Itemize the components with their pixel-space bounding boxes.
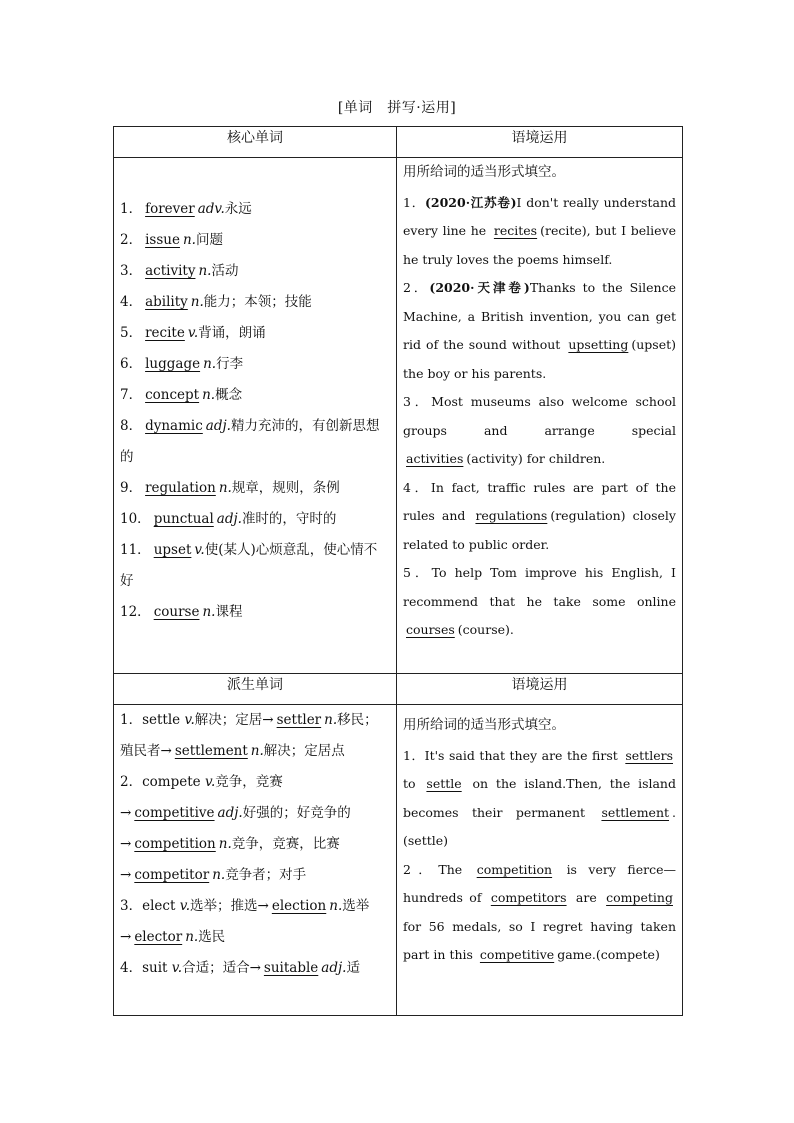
- word-meaning: 准时的，守时的: [241, 511, 337, 527]
- answer-word: suitable: [263, 960, 319, 976]
- part-of-speech: adv.: [197, 201, 225, 217]
- derived-context-cell: [397, 705, 683, 1016]
- answer-blank: competing: [606, 890, 673, 905]
- word-meaning: 选举；推选→: [190, 898, 269, 914]
- answer-word: concept: [145, 387, 200, 403]
- answer-blank: recites: [493, 223, 538, 238]
- core-word-item: [120, 318, 390, 349]
- part-of-speech: n.: [190, 294, 204, 310]
- derived-word-item: [120, 953, 390, 984]
- answer-word: regulation: [145, 480, 216, 496]
- derived-words-header: 派生单词: [114, 674, 397, 705]
- word-meaning: 解决；定居点: [263, 743, 345, 759]
- part-of-speech: n.: [182, 232, 196, 248]
- core-question-5: 5．To help Tom improve his English, I recommend that he take some online courses (course).: [403, 565, 676, 637]
- core-word-item: [120, 287, 390, 318]
- derived-header-row: [114, 674, 683, 705]
- answer-word: election: [271, 898, 327, 914]
- part-of-speech: adj.: [217, 805, 243, 821]
- core-question-1: 1．(2020·江苏卷)I don't really understand every line he recites (recite), but I believe he truly loves the poems himself.: [403, 194, 676, 267]
- item-number: 12．: [120, 604, 151, 620]
- core-word-item: [120, 194, 390, 225]
- core-words-cell: [114, 158, 397, 674]
- core-word-item: [120, 256, 390, 287]
- word-meaning: 选举→: [120, 898, 370, 945]
- item-number: 6．: [120, 356, 143, 372]
- item-number: 1．: [120, 201, 143, 217]
- core-context-cell: [397, 158, 683, 674]
- item-number: 5．: [120, 325, 143, 341]
- core-question-4: 4．In fact, traffic rules are part of the rules and regulations (regulation) closely related to public order.: [403, 479, 676, 552]
- answer-word: upset: [153, 542, 192, 558]
- item-number: 4．: [120, 294, 143, 310]
- core-question-2: 2．(2020·天津卷)Thanks to the Silence Machine, a British invention, you can get rid of the sound without upsetting (upset) the boy or his parents.: [403, 280, 676, 381]
- part-of-speech: n.: [329, 898, 343, 914]
- word-meaning: 好强的；好竞争的→: [120, 805, 351, 852]
- part-of-speech: n.: [185, 929, 199, 945]
- part-of-speech: n.: [202, 387, 216, 403]
- part-of-speech: v.: [204, 774, 216, 790]
- answer-blank: competitive: [479, 947, 555, 962]
- item-number: 11．: [120, 542, 151, 558]
- part-of-speech: n.: [203, 356, 217, 372]
- answer-word: course: [153, 604, 200, 620]
- part-of-speech: n.: [250, 743, 264, 759]
- word-meaning: 合适；适合→: [182, 960, 261, 976]
- item-number: 4．: [120, 960, 143, 976]
- answer-word: elector: [134, 929, 183, 945]
- answer-blank: competitors: [490, 890, 567, 905]
- page-title: [单词 拼写·运用]: [337, 100, 457, 116]
- word-meaning: 竞争，竞赛，比赛→: [120, 836, 340, 883]
- answer-blank: settle: [426, 776, 462, 791]
- word-meaning: 规章，规则，条例: [231, 480, 340, 496]
- item-number: 1．: [120, 712, 143, 728]
- derived-word-item: [120, 767, 390, 891]
- derived-word-item: [120, 891, 390, 953]
- answer-blank: activities: [406, 451, 464, 466]
- word-meaning: 竞争，竞赛→: [120, 774, 283, 821]
- core-header-row: [114, 127, 683, 158]
- derived-instruction: 用所给词的适当形式填空。: [403, 717, 565, 733]
- item-number: 3．: [120, 263, 143, 279]
- word-meaning: 概念: [215, 387, 243, 403]
- word-meaning: 活动: [211, 263, 239, 279]
- item-number: 3．: [120, 898, 143, 914]
- word-meaning: 课程: [215, 604, 243, 620]
- answer-word: settlement: [174, 743, 248, 759]
- word-meaning: 竞争者；对手: [225, 867, 307, 883]
- answer-word: luggage: [145, 356, 201, 372]
- part-of-speech: v.: [179, 898, 191, 914]
- part-of-speech: n.: [202, 604, 216, 620]
- word-meaning: 永远: [224, 201, 252, 217]
- part-of-speech: v.: [184, 712, 195, 728]
- answer-blank: settlement: [601, 804, 670, 820]
- item-number: 2．: [120, 232, 143, 248]
- word-meaning: 移民；殖民者→: [120, 712, 378, 759]
- answer-blank: courses: [406, 622, 455, 637]
- answer-word: dynamic: [145, 418, 203, 434]
- derived-question-2: 2．The competition is very fierce—hundreds of competitors are competing for 56 medals, so I regret having taken part in this competitive game.(compete): [403, 861, 676, 962]
- core-word-item: [120, 504, 390, 535]
- derived-word-list: [120, 705, 390, 984]
- core-question-3: 3．Most museums also welcome school groups and arrange special activities (activity) for children.: [403, 394, 677, 466]
- answer-word: issue: [145, 232, 180, 248]
- word-meaning: 解决；定居→: [194, 712, 274, 728]
- core-word-item: [120, 597, 390, 628]
- base-word: compete: [142, 774, 201, 790]
- word-meaning: 能力；本领；技能: [203, 294, 312, 310]
- answer-blank: competition: [476, 861, 553, 877]
- part-of-speech: n.: [218, 836, 232, 852]
- word-meaning: 选民: [198, 929, 226, 945]
- word-meaning: 行李: [216, 356, 244, 372]
- answer-word: activity: [145, 263, 196, 279]
- core-word-item: [120, 411, 390, 473]
- word-meaning: 问题: [195, 232, 223, 248]
- answer-word: ability: [145, 294, 188, 310]
- core-word-item: [120, 535, 390, 597]
- item-number: 2．: [120, 774, 143, 790]
- part-of-speech: v.: [194, 542, 205, 558]
- answer-word: punctual: [153, 511, 214, 527]
- item-number: 10．: [120, 511, 151, 527]
- word-meaning: 精力充沛的，有创新思想的: [120, 418, 380, 465]
- answer-word: competitive: [134, 805, 215, 821]
- vocabulary-table: [113, 126, 683, 1016]
- part-of-speech: n.: [218, 480, 232, 496]
- answer-blank: regulations: [475, 508, 548, 523]
- core-word-item: [120, 225, 390, 256]
- part-of-speech: v.: [187, 325, 199, 341]
- word-meaning: 适: [346, 960, 360, 976]
- derived-question-1: 1．It's said that they are the first settlers to settle on the island.Then, the island becomes their permanent settlement . (settle): [403, 747, 676, 848]
- part-of-speech: adj.: [216, 511, 242, 527]
- core-content-row: [114, 158, 683, 674]
- part-of-speech: adj.: [205, 418, 231, 434]
- core-context-header: 语境运用: [397, 127, 683, 158]
- derived-content-row: [114, 705, 683, 1016]
- core-words-header: 核心单词: [114, 127, 397, 158]
- answer-word: settler: [276, 712, 322, 728]
- base-word: suit: [142, 960, 168, 976]
- answer-word: competitor: [134, 867, 210, 883]
- part-of-speech: adj.: [321, 960, 347, 976]
- item-number: 8．: [120, 418, 143, 434]
- core-word-list: [120, 194, 390, 628]
- core-instruction: 用所给词的适当形式填空。: [403, 164, 565, 180]
- item-number: 9．: [120, 480, 143, 496]
- answer-word: recite: [145, 325, 185, 341]
- word-meaning: 背诵，朗诵: [198, 325, 266, 341]
- part-of-speech: n.: [212, 867, 226, 883]
- word-meaning: 使(某人)心烦意乱，使心情不好: [120, 542, 378, 589]
- answer-blank: settlers: [625, 747, 673, 763]
- base-word: settle: [142, 712, 181, 728]
- part-of-speech: v.: [171, 960, 183, 976]
- item-number: 7．: [120, 387, 143, 403]
- answer-blank: upsetting: [568, 337, 629, 352]
- core-word-item: [120, 349, 390, 380]
- core-word-item: [120, 380, 390, 411]
- part-of-speech: n.: [198, 263, 212, 279]
- answer-word: forever: [145, 201, 195, 217]
- core-word-item: [120, 473, 390, 504]
- base-word: elect: [142, 898, 176, 914]
- answer-word: competition: [134, 836, 216, 852]
- derived-word-item: [120, 705, 390, 767]
- part-of-speech: n.: [324, 712, 338, 728]
- derived-words-cell: [114, 705, 397, 1016]
- derived-context-header: 语境运用: [397, 674, 683, 705]
